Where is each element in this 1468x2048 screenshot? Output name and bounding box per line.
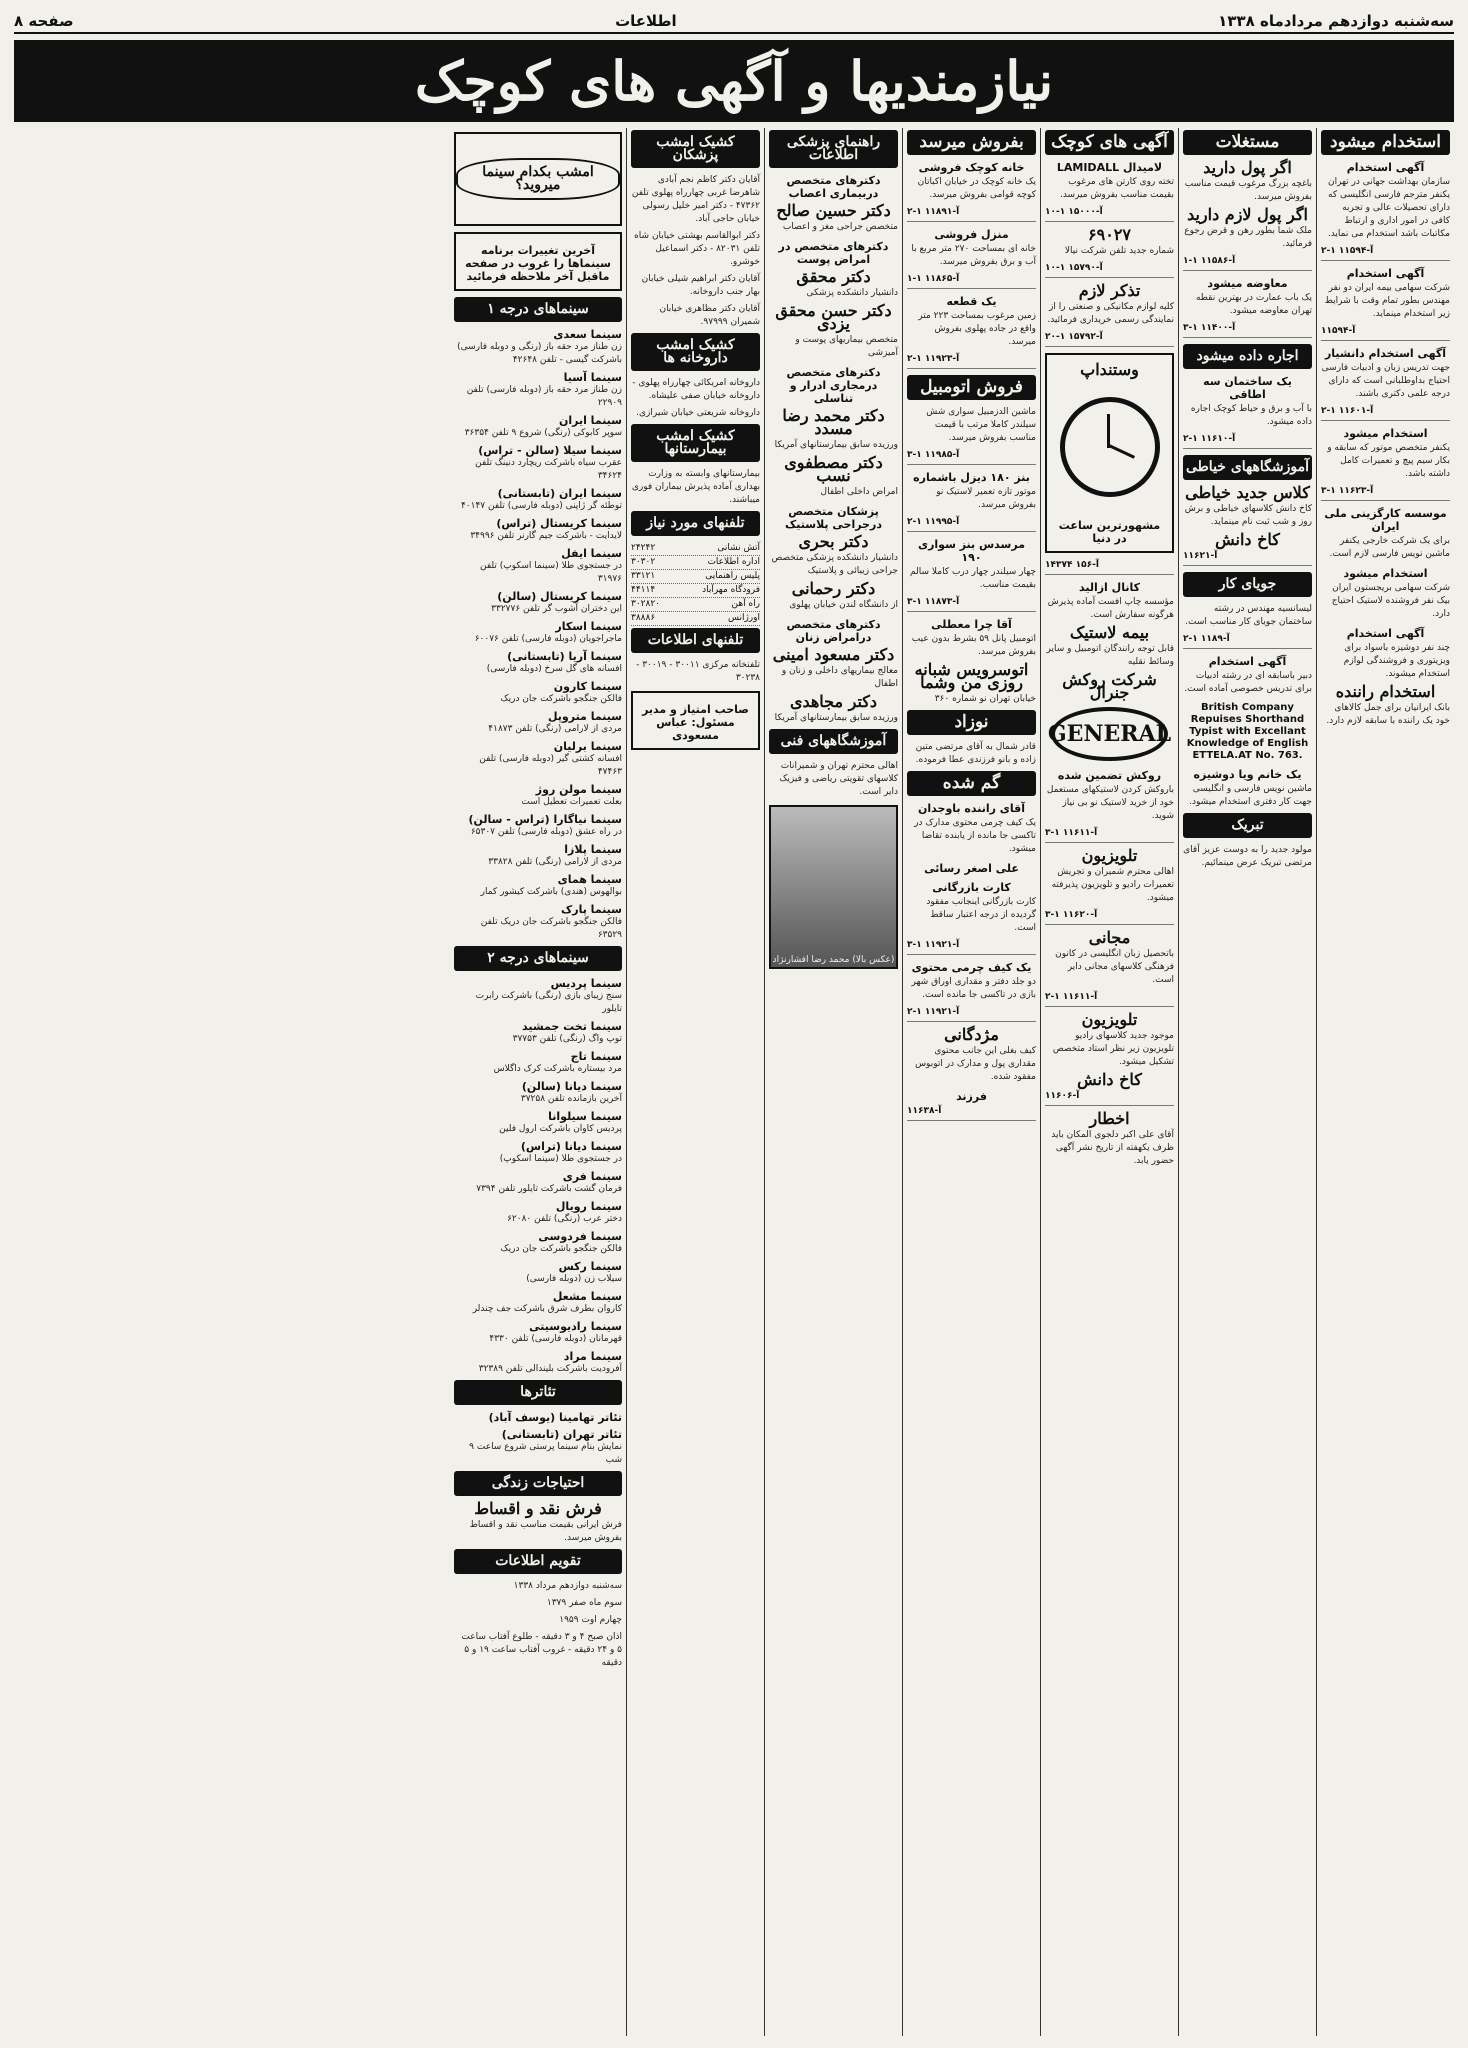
cinema-name: سینما تاج	[570, 1050, 622, 1063]
ad-title: منزل فروشی	[934, 228, 1009, 241]
ad-text: بیمارستانهای وابسته به وزارت بهداری آماده پذیرش بیماران فوری میباشند.	[631, 469, 760, 505]
ad-ref: آ-۱۱۸۷۳ ۱-۳	[907, 596, 1036, 612]
theater-name: تئاتر تهامینا (یوسف آباد)	[488, 1411, 622, 1424]
ad-text: یک باب عمارت در بهترین نقطه تهران معاوضه میشود.	[1195, 293, 1312, 316]
ad-text: شرکت سهامی بریجستون ایران بیک نفر فروشنده لاستیک احتیاج دارد.	[1331, 583, 1450, 619]
watch-icon	[1060, 397, 1160, 497]
ad-title: یک ساختمان سه اطاقی	[1203, 375, 1292, 401]
phone-row	[631, 612, 760, 626]
heading-real-estate: مستغلات	[1183, 130, 1312, 155]
ad-text: متخصص بیماریهای پوست و آمیزشی	[795, 335, 898, 358]
ad-ref: آ-۱۱۵۸۶ ۱-۱	[1183, 255, 1312, 271]
cinema-note-text: آخرین تغییرات برنامه سینماها را غروب در صفحه ماقبل آخر ملاحظه فرمائید	[465, 244, 611, 283]
ad-title-large: تلویزیون	[1081, 1010, 1138, 1029]
ad-ref: آ-۱۱۹۹۵ ۱-۲	[907, 516, 1036, 532]
ad-ref: آ-۱۱۶۱۰ ۱-۲	[1183, 433, 1312, 449]
ad-title: آگهی استخدام	[1346, 161, 1425, 174]
cinema-name: سینما برلیان	[553, 740, 622, 753]
ad-title-large: اخطار	[1089, 1109, 1130, 1128]
page-label: صفحه ۸	[14, 12, 74, 30]
ad-ref: آ-۱۱۵۹۴	[1321, 325, 1450, 341]
heading-useful-phones: تلفنهای مورد نیاز	[631, 511, 760, 536]
ad-text: امراض داخلی اطفال	[820, 487, 898, 497]
ad-ref: آ-۱۱۶۰۱ ۱-۲	[1321, 405, 1450, 421]
ad-text: باغچه بزرگ مرغوب قیمت مناسب بفروش میرسد.	[1184, 179, 1312, 202]
ad-title: روکش تضمین شده	[1057, 769, 1162, 782]
doctor-name: دکتر محمد رضا مسدد	[782, 406, 885, 438]
ad-text: لیسانسیه مهندس در رشته ساختمان جویای کار مناسب است.	[1185, 604, 1312, 627]
cinema-details: این دختران آشوب گر تلفن ۳۳۲۷۷۶	[491, 604, 622, 614]
ad-title-large: فرش نقد و اقساط	[474, 1499, 602, 1518]
paper-name: اطلاعات	[615, 12, 677, 30]
ad-title-large: تلویزیون	[1081, 846, 1138, 865]
ad-title-large: شرکت روکش جنرال	[1062, 670, 1157, 702]
ad-text: فرش ایرانی بقیمت مناسب نقد و اقساط بفروش میرسد.	[469, 1520, 622, 1543]
ad-title-large: اتوسرویس شبانه روزی من وشما	[914, 660, 1029, 692]
ad-text: دانشیار دانشکده پزشکی	[806, 288, 898, 298]
heading-on-call-doctors: کشیک امشب پزشکان	[631, 130, 760, 168]
phone-row	[631, 556, 760, 570]
ad-ref: آ-۱۵۰۰۰ ۱-۱۰	[1045, 206, 1174, 222]
cinema-question: امشب بکدام سینما میروید؟	[456, 158, 620, 200]
english-ad: British Company Repuises Shorthand Typist with Excellant Knowledge of English ETTELA.AT No. 763.	[1186, 702, 1309, 761]
ad-ref: آ-۱۱۹۲۳ ۱-۲	[907, 353, 1036, 369]
doctor-name: دکتر مجاهدی	[789, 692, 878, 711]
cinema-name: سینما سیلوانا	[548, 1110, 622, 1123]
heading-calendar: تقویم اطلاعات	[454, 1549, 622, 1574]
doctor-category: پزشکان متخصص درجراحی پلاستیک	[785, 505, 882, 531]
ad-text: دکتر ابوالقاسم بهشتی خیابان شاه تلفن ۸۲۰۳۱ - دکتر اسماعیل خوشرو.	[634, 231, 760, 267]
cinema-name: سینما مولن روژ	[535, 783, 622, 796]
heading-medical-guide: راهنمای پزشکی اطلاعات	[769, 130, 898, 168]
ad-text: متخصص جراحی مغز و اعصاب	[782, 222, 898, 232]
ad-text: دو جلد دفتر و مقداری اوراق شهر بازی در تاکسی جا مانده است.	[911, 977, 1036, 1000]
ad-text: چند نفر دوشیزه باسواد برای ویزیتوری و فروشندگی لوازم استخدام میشوند.	[1343, 643, 1450, 679]
ad-text: آقایان دکتر مظاهری خیابان شمیران ۹۷۹۹۹.	[659, 304, 760, 327]
ad-title-large: کاخ دانش	[1215, 530, 1280, 549]
ad-text: آقای علی اکبر دلجوی المکان باید ظرف یکهفته از تاریخ نشر آگهی حضور یابد.	[1051, 1130, 1174, 1166]
phone-row	[631, 598, 760, 612]
doctor-name: دکتر حسن محقق یزدی	[775, 301, 892, 333]
ad-title: استخدام میشود	[1343, 427, 1428, 440]
ad-ref: آ-۱۱۶۲۰ ۱-۳	[1045, 909, 1174, 925]
portrait-photo	[769, 805, 898, 969]
cinema-name: سینما مراد	[563, 1350, 622, 1363]
ad-text: قادر شمال به آقای مرتضی متین زاده و بانو فرزندی عطا فرموده.	[915, 742, 1036, 765]
phone-label: راه آهن	[731, 599, 760, 609]
ad-title: خانه کوچک فروشی	[918, 161, 1025, 174]
cinema-details: توپ واگ (رنگی) تلفن ۳۷۷۵۳	[512, 1034, 622, 1044]
ad-title: علی اصغر رسائی	[924, 862, 1019, 875]
columns	[14, 128, 1454, 2036]
ad-title: فرزند	[956, 1090, 987, 1103]
cinema-name: سینما نیاگارا (تراس - سالن)	[468, 813, 622, 826]
phone-label: آتش نشانی	[717, 543, 760, 553]
cinema-name: سینما آریا (تابستانی)	[507, 650, 622, 663]
ad-text: داروخانه شریعتی خیابان شیرازی.	[636, 408, 760, 418]
ad-text: داروخانه امریکائی چهارراه پهلوی - داروخانه خیابان صفی علیشاه.	[632, 378, 760, 401]
calendar-line: سه‌شنبه دوازدهم مرداد ۱۳۳۸	[513, 1581, 622, 1591]
cinema-details: عقرب سیاه باشرکت ریچارد دنینگ تلفن ۳۴۶۲۴	[475, 458, 622, 481]
heading-newborn: نوزاد	[907, 710, 1036, 735]
ad-title: آقا چرا معطلی	[931, 618, 1012, 631]
ad-title: معاوضه میشود	[1207, 277, 1288, 290]
ad-title: آگهی استخدام	[1346, 627, 1425, 640]
heading-for-rent: اجاره داده میشود	[1183, 344, 1312, 369]
ad-ref: آ-۱۵۷۹۲ ۱-۲۰	[1045, 331, 1174, 347]
cinema-details: آفرودیت باشرکت بلیندالی تلفن ۳۲۳۸۹	[478, 1364, 622, 1374]
cinema-details: پردیس کاوان باشرکت ارول فلین	[499, 1124, 622, 1134]
cinema-name: سینما ایفل	[561, 547, 622, 560]
cinema-name: سینما فری	[562, 1170, 622, 1183]
cinema-name: سینما سعدی	[553, 328, 622, 341]
ad-ref: آ-۱۱۵۹۴ ۱-۲	[1321, 245, 1450, 261]
ad-text: ماشین الدزمبیل سواری شش سیلندر کاملا مرتب با قیمت مناسب بفروش میرسد.	[926, 407, 1036, 443]
ad-text: آقایان دکتر ابراهیم شیلی خیابان بهار جنب داروخانه.	[641, 274, 760, 297]
cinema-name: سینما پارک	[561, 903, 622, 916]
cinema-details: افسانه های گل سرخ (دوبله فارسی)	[486, 664, 622, 674]
heading-on-call-pharmacies: کشیک امشب داروخانه ها	[631, 333, 760, 371]
column-real-estate	[1178, 128, 1316, 2036]
cinema-name: سینما همای	[557, 873, 622, 886]
ad-title: آقای راننده باوجدان	[918, 802, 1025, 815]
cinema-details: توطئه گر ژاپنی (دوبله فارسی) تلفن ۴۰۱۴۷	[460, 501, 622, 511]
ad-ref: آ-۱۱۹۲۱ ۱-۲	[907, 1006, 1036, 1022]
ad-ref: آ-۱۱۶۲۳ ۱-۳	[1321, 485, 1450, 501]
publisher-box	[631, 691, 760, 750]
general-logo: GENERAL	[1051, 707, 1168, 761]
ad-title: لامیدال LAMIDALL	[1056, 161, 1163, 174]
cinema-details: کاروان بطرف شرق باشرکت جف چندلر	[472, 1304, 622, 1314]
heading-congratulations: تبریک	[1183, 813, 1312, 838]
ad-text: خانه ای بمساحت ۲۷۰ متر مربع با آب و برق بفروش میرسد.	[911, 244, 1036, 267]
ad-title: موسسه کارگزینی ملی ایران	[1324, 507, 1447, 533]
cinema-details: دختر عرب (رنگی) تلفن ۶۲۰۸۰	[507, 1214, 622, 1224]
ad-ref: آ-۱۱۸۹ ۱-۲	[1183, 633, 1312, 649]
ad-text: معالج بیماریهای داخلی و زنان و اطفال	[781, 666, 898, 689]
cinema-details: فالکن جنگجو باشرکت جان دریک	[500, 1244, 622, 1254]
banner-title: نیازمندیها و آگهی های کوچک	[414, 49, 1054, 113]
ad-text: اهالی محترم شمیران و تجریش تعمیرات رادیو و تلویزیون پذیرفته میشود.	[1051, 867, 1174, 903]
ad-title-large: اگر پول دارید	[1203, 158, 1292, 177]
ad-text: با آب و برق و حیاط کوچک اجاره داده میشود.	[1190, 404, 1312, 427]
ad-text: جهت تدریس زبان و ادبیات فارسی احتیاج بداوطلبانی است که دارای درجه علمی دکتری باشند.	[1321, 363, 1450, 399]
ad-text: کاخ دانش کلاسهای خیاطی و برش روز و شب ثبت نام مینماید.	[1184, 504, 1312, 527]
ad-text: کارت بازرگانی اینجانب مفقود گردیده از درجه اعتبار ساقط است.	[926, 897, 1036, 933]
cinema-details: سنج زیبای بازی (رنگی) باشرکت رابرت تایلور	[475, 991, 622, 1014]
cinema-illustration	[454, 132, 622, 226]
phone-number: ۲۴۲۴۲	[631, 543, 656, 553]
ad-text: مولود جدید را به دوست عزیز آقای مرتضی تبریک عرض مینمائیم.	[1183, 845, 1312, 868]
ad-title: بنز ۱۸۰ دیزل باشماره	[913, 471, 1030, 484]
cinema-name: سینما دیانا (تراس)	[520, 1140, 622, 1153]
cinema-name: سینما کریستال (تراس)	[496, 517, 622, 530]
heading-car-sales: فروش اتومبیل	[907, 375, 1036, 400]
ad-text: یک خانه کوچک در خیابان اکباتان کوچه قوامی بفروش میرسد.	[917, 177, 1036, 200]
ad-text: زمین مرغوب بمساحت ۲۲۳ متر واقع در جاده پهلوی بفروش میرسد.	[918, 311, 1036, 347]
ad-title-large: بیمه لاستیک	[1069, 623, 1150, 642]
ad-text: باروکش کردن لاستیکهای مستعمل خود از خرید لاستیک نو بی نیاز شوید.	[1046, 785, 1174, 821]
ad-title: استخدام میشود	[1343, 567, 1428, 580]
cinema-details: سیلاب زن (دوبله فارسی)	[526, 1274, 622, 1284]
ad-text: ورزیده سابق بیمارستانهای آمریکا	[774, 440, 898, 450]
heading-second-class-cinemas: سینماهای درجه ۲	[454, 946, 622, 971]
heading-living-needs: احتیاجات زندگی	[454, 1471, 622, 1496]
cinema-name: سینما رکس	[558, 1260, 622, 1273]
heading-employment: استخدام میشود	[1321, 130, 1450, 155]
cinema-details: افسانه کشتی گیر (دوبله فارسی) تلفن ۴۷۴۶۳	[479, 754, 622, 777]
ad-ref: آ-۱۱۶۱۱ ۱-۲	[1045, 991, 1174, 1007]
cinema-name: سینما اسکار	[555, 620, 622, 633]
cinema-details: ماجراجویان (دوبله فارسی) تلفن ۶۰۰۷۶	[474, 634, 622, 644]
ad-text: خیابان تهران نو شماره ۳۶۰	[934, 694, 1036, 704]
ad-text: آقایان دکتر کاظم نجم آبادی شاهرضا غربی چهارراه پهلوی تلفن ۴۷۳۶۲ - دکتر امیر خلیل رسولی خیابان حاجی آباد.	[631, 175, 760, 224]
phone-label: اداره اطلاعات	[707, 557, 760, 567]
ad-text: ورزیده سابق بیمارستانهای آمریکا	[774, 713, 898, 723]
ad-title: مرسدس بنز سواری ۱۹۰	[917, 538, 1026, 564]
heading-lost: گم شده	[907, 771, 1036, 796]
ad-ref: آ-۱۱۶۳۸	[907, 1105, 1036, 1121]
watch-ad	[1045, 353, 1174, 553]
ad-title: کارت بازرگانی	[932, 881, 1011, 894]
ad-text: یکنفر متخصص موتور که سابقه و بکار سیم پیچ و تعمیرات کامل داشته باشد.	[1327, 443, 1450, 479]
phone-number: ۳۰۳۰۲	[631, 557, 656, 567]
phone-label: فرودگاه مهرآباد	[702, 585, 760, 595]
heading-technical-schools: آموزشگاههای فنی	[769, 729, 898, 754]
doctor-name: دکتر حسین صالح	[776, 201, 891, 220]
cinema-note	[454, 232, 622, 291]
column-on-call	[626, 128, 764, 2036]
phone-number: ۴۴۱۱۴	[631, 585, 656, 595]
cinema-details: فرمان گشت باشرکت تایلور تلفن ۷۳۹۴	[476, 1184, 622, 1194]
doctor-category: دکترهای متخصص در امراض پوست	[778, 240, 889, 266]
ad-ref: آ-۱۱۶۲۱	[1183, 550, 1312, 566]
watch-tagline: مشهورترین ساعت در دنیا	[1058, 519, 1161, 545]
theater-details: نمایش بنام سینما پرستی شروع ساعت ۹ شب	[469, 1442, 622, 1465]
cinema-name: سینما فردوسی	[538, 1230, 622, 1243]
heading-theaters: تئاترها	[454, 1380, 622, 1405]
cinema-name: سینما دیانا (سالن)	[521, 1080, 622, 1093]
heading-for-sale: بفروش میرسد	[907, 130, 1036, 155]
ad-text: بانک ایرانیان برای جمل کالاهای خود یک راننده با سابقه لازم دارد.	[1326, 703, 1450, 726]
phone-number: ۳۰۲۸۲۰	[631, 599, 661, 609]
cinema-name: سینما سیلا (سالن - تراس)	[478, 444, 622, 457]
cinema-name: سینما رویال	[555, 1200, 622, 1213]
ad-text: شرکت سهامی بیمه ایران دو نفر مهندس بطور تمام وقت با شرایط زیر استخدام مینماید.	[1324, 283, 1450, 319]
cinema-details: قهرمانان (دوبله فارسی) تلفن ۴۳۳۰	[489, 1334, 622, 1344]
theater-name: تئاتر تهران (تابستانی)	[501, 1428, 622, 1441]
heading-sewing-schools: آموزشگاههای خیاطی	[1183, 455, 1312, 480]
ad-text: شماره جدید تلفن شرکت نیالا	[1064, 246, 1174, 256]
date-line: سه‌شنبه دوازدهم مردادماه ۱۳۳۸	[1218, 12, 1454, 30]
phone-row	[631, 570, 760, 584]
phone-number: ۳۸۸۸۶	[631, 613, 656, 623]
calendar-line: چهارم اوت ۱۹۵۹	[559, 1615, 622, 1625]
ad-title-large: استخدام راننده	[1335, 682, 1436, 701]
column-employment	[1316, 128, 1454, 2036]
doctor-name: دکتر بحری	[798, 532, 869, 551]
phone-number: ۳۳۱۲۱	[631, 571, 656, 581]
cinema-details: بعلت تعمیرات تعطیل است	[521, 797, 622, 807]
doctor-category: دکترهای متخصص درمجاری ادرار و تناسلی	[786, 366, 881, 405]
ad-title: آگهی استخدام	[1346, 267, 1425, 280]
cinema-name: سینما تخت جمشید	[521, 1020, 622, 1033]
ad-title-large: کاخ دانش	[1077, 1070, 1142, 1089]
section-banner	[14, 40, 1454, 122]
calendar-line: سوم ماه صفر ۱۳۷۹	[546, 1598, 622, 1608]
column-for-sale	[902, 128, 1040, 2036]
heading-small-ads: آگهی های کوچک	[1045, 130, 1174, 155]
ad-text: یک کیف چرمی محتوی مدارک در تاکسی جا مانده از یابنده تقاضا میشود.	[914, 818, 1036, 854]
ad-text: کلیه لوازم مکانیکی و صنعتی را از نمایندگی رسمی خریداری فرمائید.	[1047, 302, 1174, 325]
ad-text: چهار سیلندر چهار درب کاملا سالم بقیمت مناسب.	[910, 567, 1036, 590]
cinema-name: سینما پلازا	[564, 843, 622, 856]
cinema-details: زن طناز مرد حقه باز (دوبله فارسی) تلفن ۲۲۹۰۹	[466, 385, 622, 408]
top-bar	[14, 10, 1454, 34]
phone-number-large: ۶۹۰۲۷	[1088, 225, 1131, 244]
ad-ref: آ-۱۱۴۰۰ ۱-۳	[1183, 322, 1312, 338]
doctor-name: دکتر مسعود امینی	[772, 645, 895, 664]
doctor-name: دکتر رحمانی	[791, 579, 876, 598]
cinema-name: سینما ایران	[558, 414, 622, 427]
heading-first-class-cinemas: سینماهای درجه ۱	[454, 297, 622, 322]
cinema-details: زن طناز مرد حقه باز (رنگی و دوبله فارسی) باشرکت گیسی - تلفن ۴۲۶۴۸	[457, 342, 622, 365]
doctor-name: دکتر محقق	[796, 267, 871, 286]
cinema-details: مردی از لارامی (رنگی) تلفن ۳۳۸۲۸	[488, 857, 622, 867]
phone-label: اورژانس	[727, 613, 760, 623]
photo-caption: (عکس بالا) محمد رضا افشارنژاد	[772, 955, 895, 965]
ad-ref: آ-۱۱۹۲۱ ۱-۳	[907, 939, 1036, 955]
ad-text: دبیر باسابقه ای در رشته ادبیات برای تدریس خصوصی آماده است.	[1184, 671, 1312, 694]
heading-job-seekers: جویای کار	[1183, 572, 1312, 597]
ad-text: تخته روی کارتن های مرغوب بقیمت مناسب بفروش میرسد.	[1059, 177, 1174, 200]
column-cinemas	[450, 128, 626, 2036]
cinema-name: سینما مشعل	[552, 1290, 622, 1303]
ad-title: کانال ازالید	[1078, 581, 1140, 594]
ad-text: اهالی محترم تهران و شمیرانات کلاسهای تقویتی ریاضی و فیزیک دایر است.	[779, 761, 898, 797]
cinema-details: در جستجوی طلا (سینما اسکوپ) تلفن ۳۱۹۷۶	[480, 561, 622, 584]
cinema-details: سوپر کابوکی (رنگی) شروع ۹ تلفن ۳۶۳۵۴	[464, 428, 622, 438]
ad-text: موتور تازه تعمیر لاستیک نو بفروش میرسد.	[936, 487, 1036, 510]
ad-text: موجود جدید کلاسهای رادیو تلویزیون زیر نظر استاد متخصص تشکیل میشود.	[1052, 1031, 1174, 1067]
publisher-line: صاحب امتیاز و مدیر مسئول: عباس مسعودی	[642, 703, 749, 742]
cinema-details: فالکن جنگجو باشرکت جان دریک	[500, 694, 622, 704]
ad-title: یک خانم ویا دوشیزه	[1193, 768, 1302, 781]
heading-on-call-hospitals: کشیک امشب بیمارستانها	[631, 424, 760, 462]
ad-ref: آ-۱۱۸۶۵ ۱-۱	[907, 273, 1036, 289]
cinema-details: مرد بیستاره باشرکت کرک داگلاس	[493, 1064, 622, 1074]
column-medical-guide	[764, 128, 902, 2036]
ad-text: سازمان بهداشت جهانی در تهران یکنفر مترجم فارسی انگلیسی که دارای تحصیلات عالی و تجربه کافی در امور اداری و ارتباط مکاتبات باشد استخدام می نماید.	[1327, 177, 1450, 239]
ad-text: دانشیار دانشکده پزشکی متخصص جراحی زیبائی و پلاستیک	[771, 553, 898, 576]
cinema-details: در جستجوی طلا (سینما اسکوپ)	[499, 1154, 622, 1164]
cinema-details: آخرین بازمانده تلفن ۳۷۲۵۸	[520, 1094, 622, 1104]
phone-label: پلیس راهنمایی	[705, 571, 760, 581]
cinema-name: سینما کریستال (سالن)	[497, 590, 622, 603]
cinema-name: سینما آسیا	[563, 371, 622, 384]
ad-title-large: مجانی	[1088, 928, 1131, 947]
ad-title: آگهی استخدام دانشیار	[1324, 347, 1447, 360]
cinema-details: در راه عشق (دوبله فارسی) تلفن ۶۵۳۰۷	[470, 827, 622, 837]
cinema-name: سینما کارون	[553, 680, 622, 693]
ad-ref: آ-۱۱۶۱۱ ۱-۳	[1045, 827, 1174, 843]
cinema-name: سینما ایران (تابستانی)	[497, 487, 622, 500]
cinema-details: فالکن جنگجو باشرکت جان دریک تلفن ۶۳۵۲۹	[480, 917, 622, 940]
ad-text: ملک شما بطور رهن و قرض رجوع فرمائید.	[1184, 226, 1312, 249]
ad-ref: آ-۱۱۸۹۱ ۱-۲	[907, 206, 1036, 222]
ad-title-large: تذکر لازم	[1078, 281, 1141, 300]
cinema-name: سینما متروپل	[547, 710, 622, 723]
cinema-name: سینما رادیوسیتی	[529, 1320, 622, 1333]
ad-text: تلفنخانه مرکزی ۳۰۰۱۱ - ۳۰۰۱۹ - ۳۰۲۳۸	[636, 660, 760, 683]
ad-text: کیف بغلی این جانب محتوی مقداری پول و مدارک در اتوبوس مفقود شده.	[915, 1046, 1036, 1082]
cinema-details: لایدایت - باشرکت جیم گارنر تلفن ۳۴۹۹۶	[470, 531, 622, 541]
calendar-line: اذان صبح ۴ و ۳ دقیقه - طلوع آفتاب ساعت ۵ و ۲۴ دقیقه - غروب آفتاب ساعت ۱۹ و ۵ دقیقه	[461, 1632, 622, 1668]
ad-text: باتحصیل زبان انگلیسی در کانون فرهنگی کلاسهای مجانی دایر است.	[1055, 949, 1174, 985]
cinema-details: مردی از لارامی (رنگی) تلفن ۴۱۸۷۳	[488, 724, 622, 734]
doctor-category: دکترهای متخصص دربیماری اعصاب	[786, 174, 881, 200]
ad-ref: آ-۱۱۶۰۶	[1045, 1090, 1174, 1106]
ad-title-large: مژدگانی	[944, 1025, 999, 1044]
ad-text: از دانشگاه لندن خیابان پهلوی	[789, 600, 898, 610]
ad-ref: آ-۱۱۹۸۵ ۱-۳	[907, 449, 1036, 465]
cinema-details: بوالهوس (هندی) باشرکت کیشور کمار	[480, 887, 622, 897]
ad-title: یک قطعه	[946, 295, 997, 308]
newspaper-page	[14, 10, 1454, 2038]
phone-row	[631, 542, 760, 556]
ad-title: یک کیف چرمی محتوی	[911, 961, 1032, 974]
phone-row	[631, 584, 760, 598]
ad-title-large: اگر پول لازم دارید	[1187, 205, 1308, 224]
ad-text: اتومبیل پانل ۵۹ بشرط بدون عیب بفروش میرسد.	[911, 634, 1036, 657]
ad-text: ماشین نویس فارسی و انگلیسی جهت کار دفتری استخدام میشود.	[1189, 784, 1312, 807]
ad-text: مؤسسه چاپ افست آماده پذیرش هرگونه سفارش است.	[1047, 597, 1174, 620]
ad-ref: آ-۱۵۷۹۰ ۱-۱۰	[1045, 262, 1174, 278]
ad-text: برای یک شرکت خارجی یکنفر ماشین نویس فارسی لازم است.	[1329, 536, 1450, 559]
ad-text: قابل توجه رانندگان اتومبیل و سایر وسائط نقلیه	[1046, 644, 1174, 667]
column-small-ads	[1040, 128, 1178, 2036]
doctor-category: دکترهای متخصص درامراض زنان	[786, 618, 881, 644]
cinema-name: سینما پردیس	[550, 977, 622, 990]
doctor-name: دکتر مصطفوی نسب	[784, 453, 883, 485]
watch-brand: وستنداپ	[1080, 360, 1139, 379]
ad-title: آگهی استخدام	[1208, 655, 1287, 668]
ad-title-large: کلاس جدید خیاطی	[1185, 483, 1310, 502]
heading-ettelaat-phones: تلفنهای اطلاعات	[631, 628, 760, 653]
ad-ref: آ-۱۵۶ ۱۴۳۷۴	[1045, 559, 1174, 575]
